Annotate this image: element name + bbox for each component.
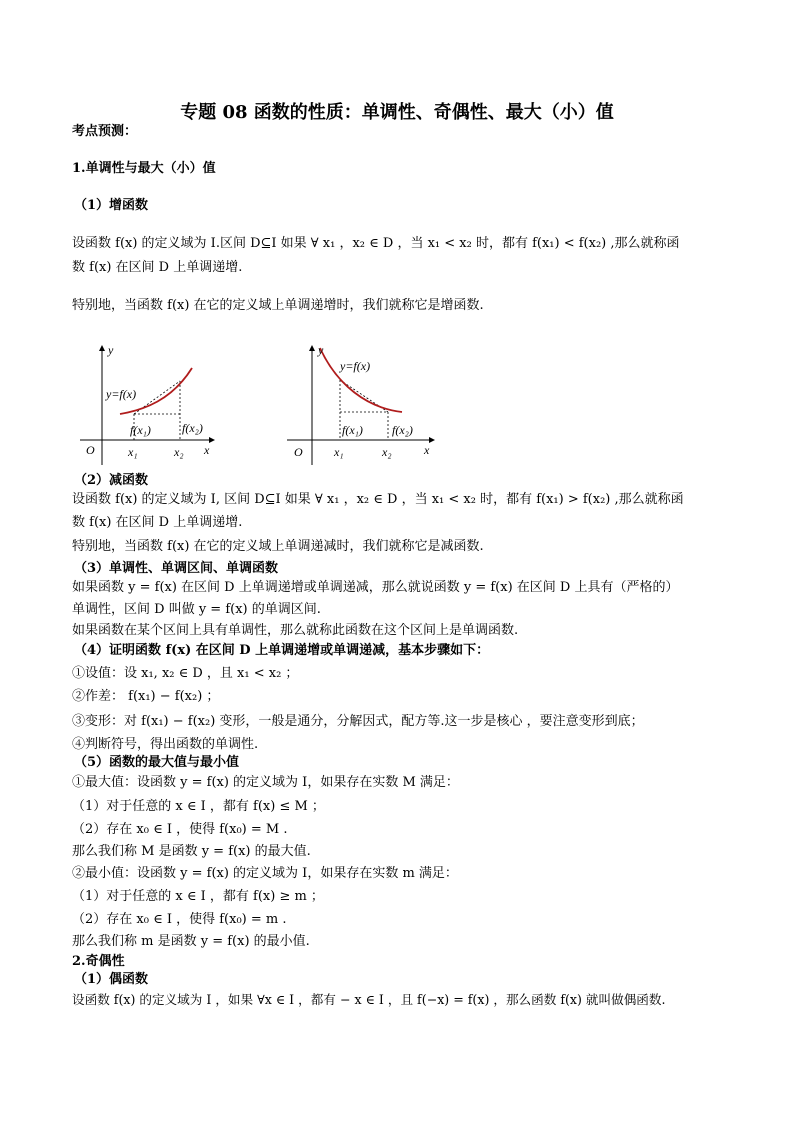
- fig2-x2-label: x₂: [382, 445, 392, 459]
- max-def-1: ①最大值：设函数 y = f(x) 的定义域为 I，如果存在实数 M 满足：: [72, 775, 459, 790]
- fig2-y-label: y: [318, 343, 324, 357]
- max-def-2: （1）对于任意的 x ∈ I ，都有 f(x) ≤ M ；: [72, 799, 325, 814]
- subheading-monotonic-interval: （3）单调性、单调区间、单调函数: [74, 561, 279, 576]
- paragraph-monotonic-1: 如果函数 y = f(x) 在区间 D 上单调递增或单调递减，那么就说函数 y = f(x) 在区间 D 上具有（严格的）: [72, 580, 679, 595]
- paragraph-increasing-def-cont: 数 f(x) 在区间 D 上单调递增.: [72, 260, 243, 275]
- subheading-decreasing: （2）减函数: [74, 473, 149, 488]
- min-def-2: （1）对于任意的 x ∈ I ，都有 f(x) ≥ m ；: [72, 889, 324, 904]
- subheading-increasing: （1）增函数: [74, 198, 149, 213]
- paragraph-decreasing-def: 设函数 f(x) 的定义域为 I, 区间 D⊆I 如果 ∀ x₁ ，x₂ ∈ D ，当 x₁ < x₂ 时，都有 f(x₁) > f(x₂) ,那么就称函: [72, 492, 684, 507]
- paragraph-monotonic-2: 单调性，区间 D 叫做 y = f(x) 的单调区间.: [72, 602, 321, 617]
- proof-step-2: ②作差： f(x₁) − f(x₂) ；: [72, 689, 220, 704]
- decreasing-curve: [320, 348, 402, 412]
- heading-parity: 2.奇偶性: [72, 954, 125, 969]
- subheading-extrema: （5）函数的最大值与最小值: [74, 755, 240, 770]
- fig2-fx2-label: f(x₂): [392, 423, 413, 437]
- section-label: 考点预测：: [72, 124, 138, 139]
- min-def-4: 那么我们称 m 是函数 y = f(x) 的最小值.: [72, 934, 310, 949]
- subheading-even-function: （1）偶函数: [74, 972, 149, 987]
- fig2-curve-label: y=f(x): [340, 359, 371, 373]
- fig2-x1-label: x₁: [334, 445, 344, 459]
- fig1-x2-label: x₂: [174, 445, 184, 459]
- fig2-origin-label: O: [294, 445, 303, 459]
- paragraph-increasing-def: 设函数 f(x) 的定义域为 I.区间 D⊆I 如果 ∀ x₁ ，x₂ ∈ D ，当 x₁ < x₂ 时，都有 f(x₁) < f(x₂) ,那么就称函: [72, 236, 680, 251]
- decreasing-function-graph: [282, 340, 442, 470]
- fig1-origin-label: O: [86, 443, 95, 457]
- fig2-x-label: x: [424, 443, 430, 457]
- heading-monotonicity: 1.单调性与最大（小）值: [72, 161, 216, 176]
- paragraph-monotonic-3: 如果函数在某个区间上具有单调性，那么就称此函数在这个区间上是单调函数.: [72, 623, 519, 638]
- page-title: 专题 08 函数的性质：单调性、奇偶性、最大（小）值: [180, 102, 614, 123]
- fig1-x-label: x: [204, 443, 210, 457]
- paragraph-decreasing-def-cont: 数 f(x) 在区间 D 上单调递增.: [72, 515, 243, 530]
- paragraph-decreasing-special: 特别地，当函数 f(x) 在它的定义域上单调递减时，我们就称它是减函数.: [72, 539, 484, 554]
- fig1-y-label: y: [108, 343, 114, 357]
- fig1-x1-label: x₁: [128, 445, 138, 459]
- paragraph-even-def: 设函数 f(x) 的定义域为 I ，如果 ∀x ∈ I ，都有 − x ∈ I ，且 f(−x) = f(x) ，那么函数 f(x) 就叫做偶函数.: [72, 992, 666, 1007]
- fig1-fx2-label: f(x₂): [182, 421, 203, 435]
- proof-step-4: ④判断符号，得出函数的单调性.: [72, 737, 259, 752]
- proof-step-3: ③变形：对 f(x₁) − f(x₂) 变形，一般是通分，分解因式，配方等.这一步是核心 ，要注意变形到底；: [72, 714, 644, 729]
- min-def-3: （2）存在 x₀ ∈ I ，使得 f(x₀) = m .: [72, 912, 287, 927]
- increasing-function-graph: [72, 340, 222, 470]
- max-def-4: 那么我们称 M 是函数 y = f(x) 的最大值.: [72, 844, 311, 859]
- fig1-fx1-label: f(x₁): [130, 423, 151, 437]
- paragraph-increasing-special: 特别地，当函数 f(x) 在它的定义域上单调递增时，我们就称它是增函数.: [72, 298, 484, 313]
- fig2-fx1-label: f(x₁): [342, 423, 363, 437]
- fig1-curve-label: y=f(x): [106, 387, 137, 401]
- subheading-proof-steps: （4）证明函数 f(x) 在区间 D 上单调递增或单调递减，基本步骤如下：: [74, 643, 490, 658]
- max-def-3: （2）存在 x₀ ∈ I ，使得 f(x₀) = M .: [72, 822, 288, 837]
- proof-step-1: ①设值：设 x₁, x₂ ∈ D ，且 x₁ < x₂ ；: [72, 666, 299, 681]
- min-def-1: ②最小值：设函数 y = f(x) 的定义域为 I，如果存在实数 m 满足：: [72, 866, 458, 881]
